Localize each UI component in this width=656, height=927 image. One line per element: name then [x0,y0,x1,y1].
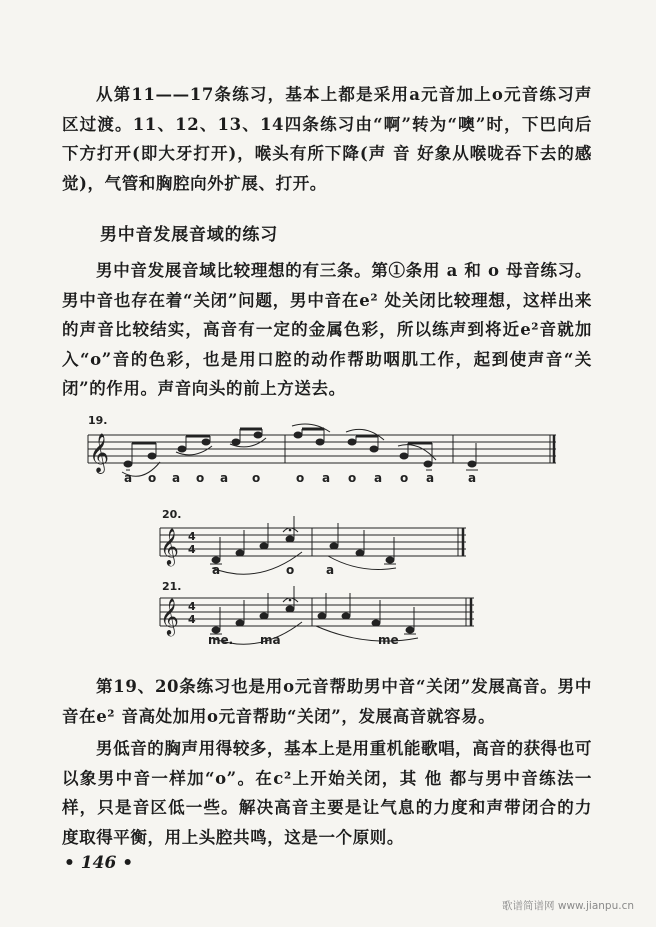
svg-text:a: a [220,471,229,485]
paragraph-register-transition: 从第11——17条练习，基本上都是采用a元音加上o元音练习声区过渡。11、12、13、14四条练习由“啊”转为“噢”时，下巴向后下方打开(即大牙打开)，喉头有所下降(声 音 好象从喉咙吞下去的感觉)，气管和胸腔向外扩展、打开。 [62,85,592,193]
svg-text:o: o [400,471,409,485]
svg-text:o: o [196,471,205,485]
svg-text:a: a [374,471,383,485]
site-watermark: 歌谱简谱网 www.jianpu.cn [502,900,634,912]
svg-text:a: a [426,471,435,485]
treble-clef-icon: 𝄞 [160,527,179,565]
paragraph-exercises-19-20: 第19、20条练习也是用o元音帮助男中音“关闭”发展高音。男中音在e² 音高处加用o元音帮助“关闭”，发展高音就容易。 [62,677,592,726]
svg-text:o: o [296,471,305,485]
svg-text:o: o [286,563,295,577]
staff-lines-21 [160,598,474,626]
svg-text:o: o [252,471,261,485]
time-signature: 4 [188,600,196,613]
music-example-20 [160,508,466,577]
svg-text:a: a [468,471,477,485]
svg-text:me.: me. [208,633,234,647]
svg-text:a: a [326,563,335,577]
paragraph-baritone-range: 男中音发展音域比较理想的有三条。第①条用 a 和 o 母音练习。男中音也存在着“关闭”问题，男中音在e² 处关闭比较理想，这样出来的声音比较结实，高音有一定的金属色彩，所以练声到将近e²音就加入“o”音的色彩，也是用口腔的动作帮助咽肌工作，起到使声音“关闭”的作用。声音向头的前上方送去。 [62,261,592,398]
svg-text:a: a [322,471,331,485]
treble-clef-icon: 𝄞 [160,597,179,635]
svg-text:o: o [348,471,357,485]
svg-text:me: me [378,633,399,647]
svg-text:4: 4 [188,543,196,556]
example-number: 20. [162,508,182,521]
music-example-21 [160,580,474,647]
svg-text:4: 4 [188,613,196,626]
lyrics-20 [212,563,334,577]
lyrics-19 [124,471,476,485]
paragraph-bass-voice: 男低音的胸声用得较多，基本上是用重机能歌唱，高音的获得也可以象男中音一样加“o”。在c²上开始关闭，其 他 都与男中音练法一样，只是音区低一些。解决高音主要是让气息的力度和声带闭合的力度取得平衡，用上头腔共鸣，这是一个原则。 [62,739,592,847]
time-signature: 4 [188,530,196,543]
section-heading: 男中音发展音域的练习 [100,225,278,245]
example-number: 19. [88,414,108,427]
svg-text:ma: ma [260,633,281,647]
notes-20 [210,516,396,564]
svg-text:o: o [148,471,157,485]
treble-clef-icon: 𝄞 [89,433,110,473]
svg-text:a: a [172,471,181,485]
example-number: 21. [162,580,182,593]
music-example-19 [88,414,556,485]
slurs-19 [122,424,436,476]
page-number: • 146 • [64,853,134,873]
svg-text:a: a [212,563,221,577]
notes-21 [210,586,416,634]
svg-text:a: a [124,471,133,485]
staff-lines-20 [160,528,466,556]
